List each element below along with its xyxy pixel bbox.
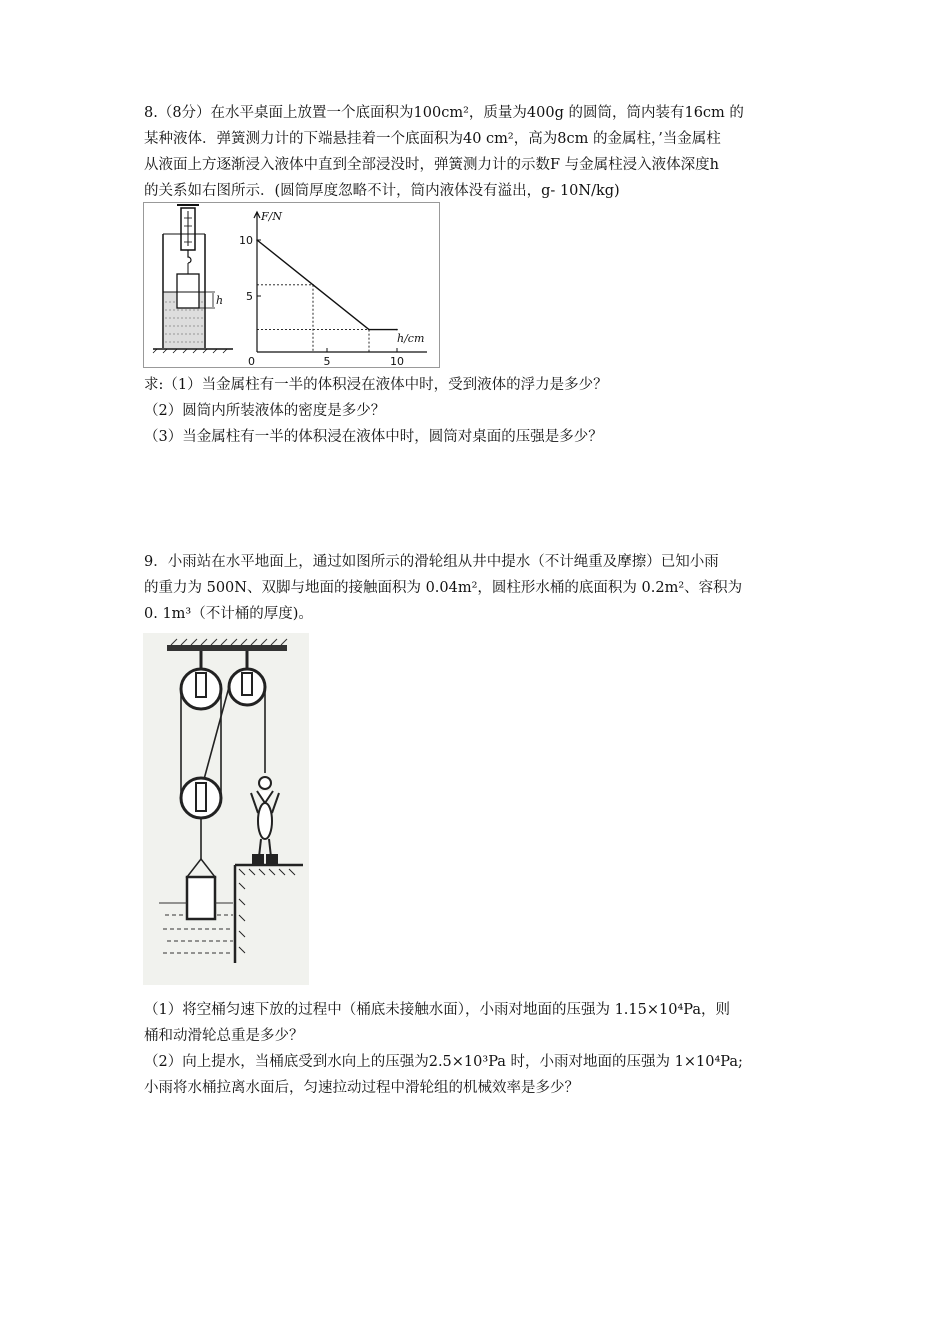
q9-statement <box>144 549 809 627</box>
q8-question-2: （2）圆筒内所装液体的密度是多少？ <box>144 403 386 419</box>
y-axis-label: F/N <box>261 210 282 223</box>
q8-question-3: （3）当金属柱有一半的体积浸在液体中时，圆筒对桌面的压强是多少？ <box>144 429 603 445</box>
q8-questions <box>144 372 809 450</box>
q9-line-2: 的重力为 500N、双脚与地面的接触面积为 0.04m²，圆柱形水桶的底面积为 0.2m²、容积为 <box>144 580 743 596</box>
y-tick-label: 10 <box>239 234 253 247</box>
metal-cylinder <box>177 274 199 308</box>
x-tick-label: 5 <box>323 355 331 368</box>
diagram-background <box>143 633 309 985</box>
q9-questions <box>144 997 809 1101</box>
origin-label: 0 <box>248 355 255 368</box>
q9-line-3: 0. 1m³（不计桶的厚度)。 <box>144 606 313 622</box>
x-tick-label: 10 <box>390 355 404 368</box>
q9-figure <box>143 633 309 985</box>
data-point <box>368 329 370 331</box>
data-point <box>312 284 314 286</box>
q8-line-4: 的关系如右图所示．(圆筒厚度忽略不计，筒内液体没有溢出，g- 10N/kg) <box>144 183 620 199</box>
water-bucket <box>187 877 215 919</box>
x-axis-label: h/cm <box>397 332 425 345</box>
q8-statement <box>144 100 809 204</box>
q9-question-1b: 桶和动滑轮总重是多少？ <box>144 1028 304 1044</box>
q8-figure-svg <box>143 202 440 368</box>
data-point <box>396 329 398 331</box>
q9-question-2b: 小雨将水桶拉离水面后，匀速拉动过程中滑轮组的机械效率是多少？ <box>144 1080 579 1096</box>
y-tick-label: 5 <box>246 290 253 303</box>
ceiling-beam <box>167 645 287 651</box>
q8-figure <box>143 202 440 368</box>
q9-question-1a: （1）将空桶匀速下放的过程中（桶底未接触水面），小雨对地面的压强为 1.15×10⁴Pa，则 <box>144 1002 731 1018</box>
q8-question-1: 求:（1）当金属柱有一半的体积浸在液体中时，受到液体的浮力是多少？ <box>144 377 608 393</box>
q9-line-1: 9．小雨站在水平地面上，通过如图所示的滑轮组从井中提水（不计绳重及摩擦）已知小雨 <box>144 554 719 570</box>
pulley-diagram <box>143 633 309 985</box>
data-point <box>256 239 258 241</box>
q8-line-3: 从液面上方逐渐浸入液体中直到全部浸没时，弹簧测力计的示数F 与金属柱浸入液体深度h <box>144 157 720 173</box>
q9-question-2a: （2）向上提水，当桶底受到水向上的压强为2.5×10³Pa 时，小雨对地面的压强为 1×10⁴Pa; <box>144 1054 743 1070</box>
q8-line-1: 8.（8分）在水平桌面上放置一个底面积为100cm²，质量为400g 的圆筒，筒内装有16cm 的 <box>144 105 744 121</box>
depth-label: h <box>216 294 224 307</box>
q8-line-2: 某种液体．弹簧测力计的下端悬挂着一个底面积为40 cm²，高为8cm 的金属柱，’当金属柱 <box>144 131 721 147</box>
